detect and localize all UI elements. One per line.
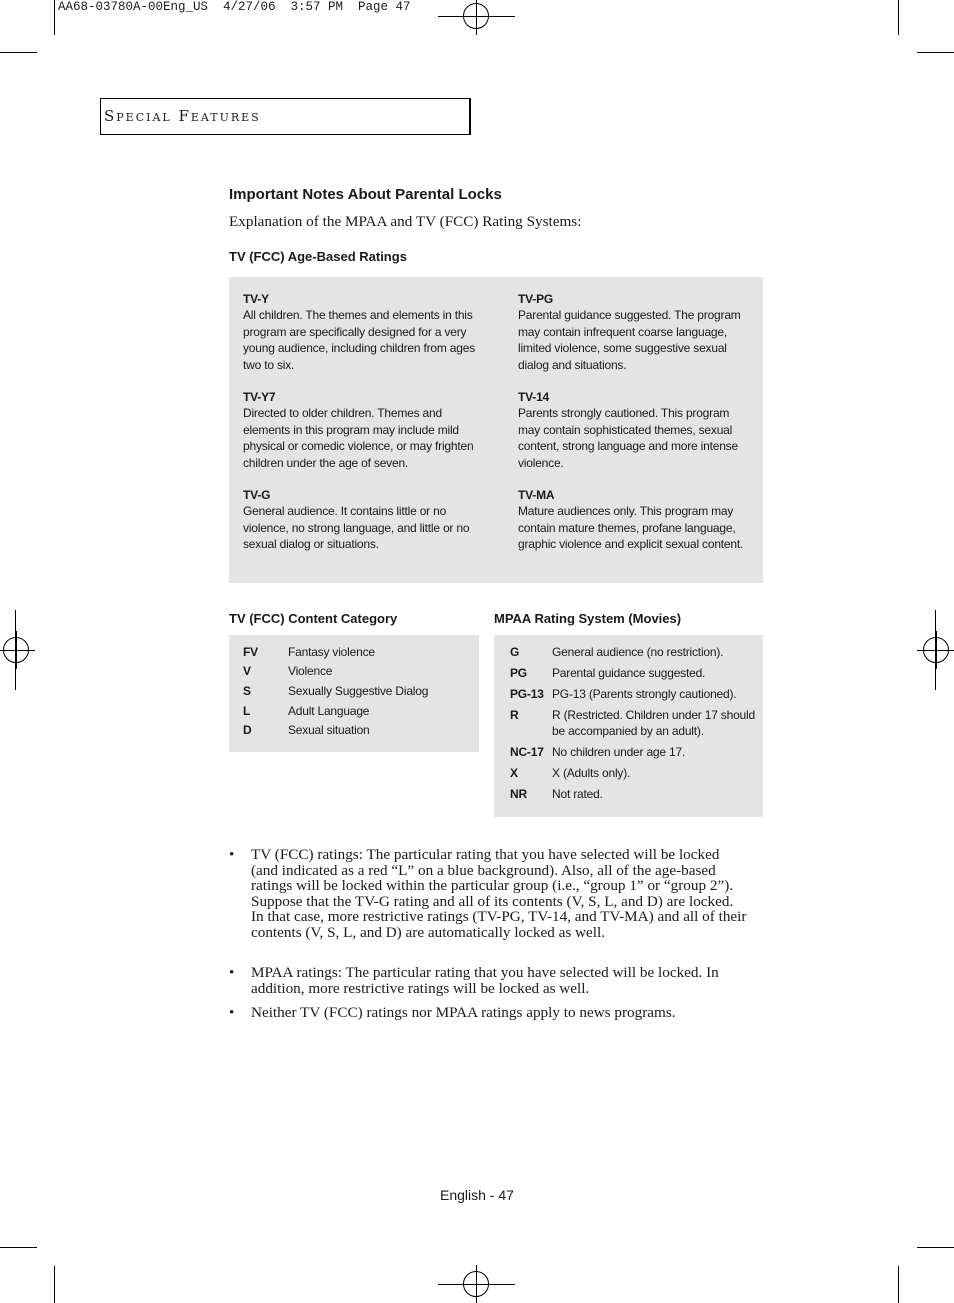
- page-heading: Important Notes About Parental Locks: [229, 186, 502, 203]
- mpaa-code: G: [510, 645, 520, 659]
- rating-description: Directed to older children. Themes and elements in this program may include mild physical or comedic violence, or may frighten children under the age of seven.: [243, 406, 474, 470]
- mpaa-description: PG-13 (Parents strongly cautioned).: [552, 687, 737, 701]
- print-slug: AA68-03780A-00Eng_US 4/27/06 3:57 PM Page 47: [58, 0, 411, 14]
- rating-code: TV-Y7: [243, 390, 276, 404]
- rating-description: Parental guidance suggested. The program may contain infrequent coarse language, limited violence, some suggestive sexual dialog and situations.: [518, 308, 741, 372]
- rating-code: TV-PG: [518, 292, 554, 306]
- content-row-s: [243, 683, 473, 701]
- content-category-heading: TV (FCC) Content Category: [229, 611, 398, 626]
- rating-tv-g: [243, 487, 478, 553]
- rating-description: General audience. It contains little or no violence, no strong language, and little or no sexual dialog or situations.: [243, 504, 470, 552]
- mpaa-code: NC-17: [510, 745, 544, 759]
- age-based-heading: TV (FCC) Age-Based Ratings: [229, 249, 407, 264]
- mpaa-panel: [494, 635, 763, 817]
- content-description: Adult Language: [288, 704, 370, 718]
- mpaa-description: Not rated.: [552, 787, 603, 801]
- mpaa-description: General audience (no restriction).: [552, 645, 724, 659]
- rating-tv-y7: [243, 389, 478, 471]
- rating-code: TV-14: [518, 390, 550, 404]
- mpaa-row-pg13: [510, 686, 760, 704]
- registration-mark-top: [457, 0, 495, 35]
- rating-tv-ma: [518, 487, 753, 553]
- rating-code: TV-Y: [243, 292, 269, 306]
- content-code: V: [243, 664, 251, 678]
- content-row-v: [243, 663, 473, 681]
- rating-code: TV-MA: [518, 488, 555, 502]
- age-based-ratings-panel: [229, 277, 763, 583]
- mpaa-code: PG-13: [510, 687, 544, 701]
- mpaa-row-x: [510, 765, 760, 783]
- page-footer: English - 47: [440, 1187, 514, 1203]
- content-row-d: [243, 722, 473, 740]
- rating-tv-14: [518, 389, 753, 471]
- bullet-mark: •: [229, 964, 235, 981]
- rating-tv-y: [243, 291, 478, 373]
- section-title: Special Features: [104, 107, 261, 125]
- content-row-l: [243, 703, 473, 721]
- bullet-text: MPAA ratings: The particular rating that you have selected will be locked. In addition, more restrictive ratings will be locked as well.: [251, 964, 719, 997]
- mpaa-row-nr: [510, 786, 760, 804]
- mpaa-code: NR: [510, 787, 527, 801]
- content-code: S: [243, 684, 251, 698]
- mpaa-description: No children under age 17.: [552, 745, 686, 759]
- mpaa-row-pg: [510, 665, 760, 683]
- mpaa-row-r: [510, 707, 760, 741]
- bullet-mark: •: [229, 1004, 235, 1021]
- intro-text: Explanation of the MPAA and TV (FCC) Rating Systems:: [229, 213, 582, 230]
- bullet-mpaa-ratings: [229, 965, 749, 996]
- bullet-mark: •: [229, 846, 235, 863]
- rating-tv-pg: [518, 291, 753, 373]
- bullet-text: TV (FCC) ratings: The particular rating that you have selected will be locked (and indicated as a red “L” on a blue background). Also, all of the age-based ratings will be locked within the particular group (i.e., “group 1” or “group 2”).: [251, 846, 734, 895]
- bullet-news-programs: [229, 1005, 749, 1021]
- mpaa-row-nc17: [510, 744, 760, 762]
- content-code: L: [243, 704, 251, 718]
- content-description: Violence: [288, 664, 333, 678]
- mpaa-code: R: [510, 708, 519, 722]
- rating-code: TV-G: [243, 488, 271, 502]
- registration-mark-bottom: [457, 1265, 495, 1303]
- content-description: Sexual situation: [288, 723, 370, 737]
- rating-description: Parents strongly cautioned. This program may contain sophisticated themes, sexual content, strong language and more intense violence.: [518, 406, 738, 470]
- content-description: Fantasy violence: [288, 645, 375, 659]
- bullet-tv-ratings: [229, 847, 749, 941]
- mpaa-description: Parental guidance suggested.: [552, 666, 706, 680]
- bullet-text: Neither TV (FCC) ratings nor MPAA ratings apply to news programs.: [251, 1004, 676, 1021]
- rating-description: All children. The themes and elements in this program are specifically designed for a very young audience, including children from ages two to six.: [243, 308, 476, 372]
- mpaa-description: R (Restricted. Children under 17 should be accompanied by an adult).: [552, 708, 755, 739]
- bullet-text-continued: Suppose that the TV-G rating and all of its contents (V, S, L, and D) are locked. In that case, more restrictive ratings (TV-PG, TV-14, and TV-MA) and all of their contents (V, S, L, and D) are automatically locked as well.: [251, 892, 747, 941]
- content-category-panel: [229, 635, 479, 752]
- content-description: Sexually Suggestive Dialog: [288, 684, 429, 698]
- registration-mark-left: [0, 631, 35, 669]
- mpaa-description: X (Adults only).: [552, 766, 631, 780]
- mpaa-code: PG: [510, 666, 527, 680]
- mpaa-heading: MPAA Rating System (Movies): [494, 611, 682, 626]
- mpaa-row-g: [510, 644, 760, 662]
- rating-description: Mature audiences only. This program may contain mature themes, profane language, graphic violence and explicit sexual content.: [518, 504, 744, 552]
- content-row-fv: [243, 644, 473, 662]
- content-code: FV: [243, 645, 258, 659]
- mpaa-code: X: [510, 766, 518, 780]
- content-code: D: [243, 723, 252, 737]
